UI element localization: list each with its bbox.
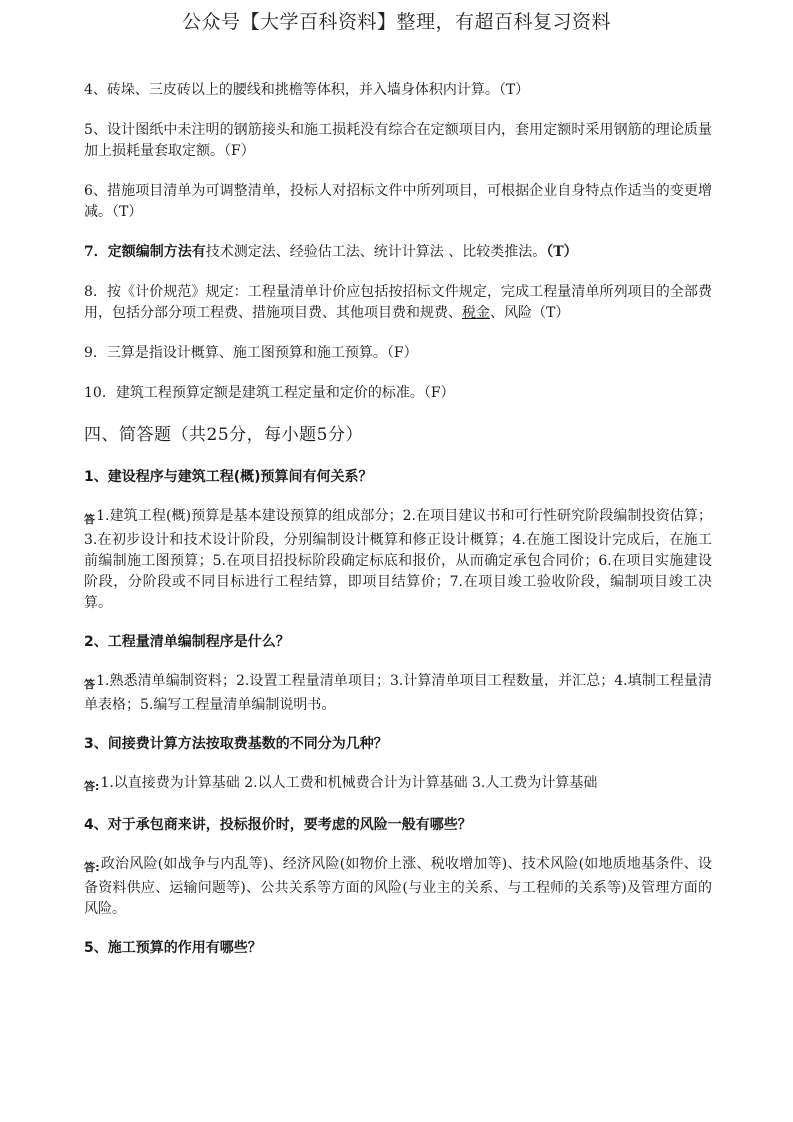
- tf-item-8: [84, 282, 712, 324]
- tf-item-4: 4、砖垛、三皮砖以上的腰线和挑檐等体积，并入墙身体积内计算。（T）: [84, 82, 530, 98]
- tf-item-7: [84, 242, 712, 263]
- answer-4: [84, 854, 712, 920]
- tf-item-8-underlined: 税金: [462, 305, 490, 321]
- answer-3: [84, 773, 712, 797]
- tf-item-6: 6、措施项目清单为可调整清单，投标人对招标文件中所列项目，可根据企业自身特点作适当的变更增减。（T）: [84, 183, 712, 220]
- tf-item-7-text: 技术测定法、经验估工法、统计计算法 、比较类推法。: [205, 244, 547, 260]
- tf-item-8-tail: 、风险（T）: [490, 305, 570, 321]
- document-body: [84, 80, 712, 977]
- tf-item-5: 5、设计图纸中未注明的钢筋接头和施工损耗没有综合在定额项目内，套用定额时采用钢筋的理论质量加上损耗量套取定额。（F）: [84, 122, 712, 159]
- question-title-2: 2、工程量清单编制程序是什么？: [84, 634, 290, 650]
- answer-text: 1.以直接费为计算基础 2.以人工费和机械费合计为计算基础 3.人工费为计算基础: [100, 775, 598, 791]
- section-title: 四、简答题（共25分，每小题5分）: [84, 425, 363, 445]
- answer-mark: 答: [84, 513, 96, 526]
- question-title-1: 1、建设程序与建筑工程(概)预算间有何关系？: [84, 469, 373, 485]
- answer-mark: 答: [84, 678, 96, 691]
- answer-text: 1.熟悉清单编制资料；2.设置工程量清单项目；3.计算清单项目工程数量，并汇总；4.填制工程量清单表格；5.编写工程量清单编制说明书。: [84, 673, 712, 713]
- question-title-4: 4、对于承包商来讲，投标报价时，要考虑的风险一般有哪些？: [84, 817, 472, 833]
- answer-1: [84, 506, 712, 614]
- answer-mark: 答:: [84, 861, 100, 874]
- question-title-3: 3、间接费计算方法按取费基数的不同分为几种？: [84, 736, 388, 752]
- answer-2: [84, 671, 712, 716]
- answer-text: 政治风险(如战争与内乱等)、经济风险(如物价上涨、税收增加等)、技术风险(如地质地基条件、设备资料供应、运输问题等)、公共关系等方面的风险(与业主的关系、与工程师的关系等)及管理方面的风险。: [84, 856, 712, 917]
- tf-item-7-lead: 7．定额编制方法有: [84, 244, 206, 260]
- tf-item-9: 9．三算是指设计概算、施工图预算和施工预算。（F）: [84, 345, 418, 361]
- answer-mark: 答:: [84, 780, 100, 793]
- tf-item-8-text: 8．按《计价规范》规定：工程量清单计价应包括按招标文件规定，完成工程量清单所列项目的全部费用，包括分部分项工程费、措施项目费、其他项目费和规费、: [84, 284, 712, 321]
- tf-item-7-answer: （T）: [546, 244, 578, 260]
- answer-text: 1.建筑工程(概)预算是基本建设预算的组成部分；2.在项目建议书和可行性研究阶段编制投资估算；3.在初步设计和技术设计阶段，分别编制设计概算和修正设计概算；4.在施工图设计完成后，在施工前编制施工图预算；5.在项目招投标阶段确定标底和报价，从而确定承包合同价；6.在项目实施建设阶段，分阶段或不同目标进行工程结算，即项目结算价；7.在项目竣工验收阶段，编制项目竣工决算。: [84, 508, 713, 611]
- question-title-5: 5、施工预算的作用有哪些？: [84, 940, 262, 956]
- page-header: 公众号【大学百科资料】整理，有超百科复习资料: [181, 11, 611, 33]
- tf-item-10: 10．建筑工程预算定额是建筑工程定量和定价的标准。（F）: [84, 385, 455, 401]
